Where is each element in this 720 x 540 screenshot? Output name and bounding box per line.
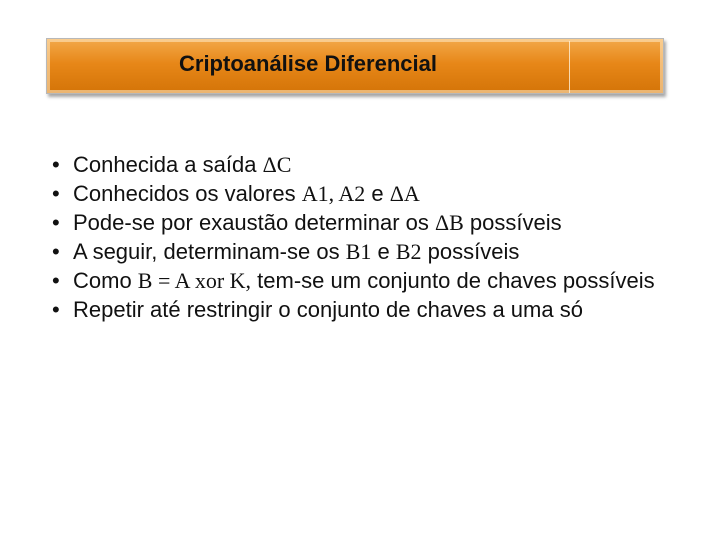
title-divider [569, 41, 570, 93]
bullet-text: Pode-se por exaustão determinar os [73, 210, 435, 235]
bullet-item [50, 150, 665, 179]
bullet-text: e [371, 239, 396, 264]
slide-title: Criptoanálise Diferencial [179, 51, 437, 76]
bullet-item [50, 237, 665, 266]
bullet-text: A seguir, determinam-se os [73, 239, 346, 264]
bullet-text: possíveis [421, 239, 520, 264]
bullet-list [50, 150, 665, 324]
bullet-text: e [365, 181, 390, 206]
bullet-text: Conhecidos os valores [73, 181, 302, 206]
bullet-item [50, 179, 665, 208]
title-bar [46, 38, 664, 94]
math-b-equals-a-xor-k: B = A xor K, [137, 268, 252, 293]
bullet-dot: • [52, 239, 60, 264]
bullet-text: Repetir até restringir o conjunto de chaves a uma só [73, 297, 583, 322]
bullet-item [50, 208, 665, 237]
math-b2: B2 [395, 239, 422, 264]
math-delta-b: ΔB [434, 210, 464, 235]
bullet-item [50, 266, 665, 295]
bullet-text: tem-se um conjunto de chaves possíveis [251, 268, 655, 293]
bullet-text: Conhecida a saída [73, 152, 263, 177]
math-delta-a: ΔA [389, 181, 420, 206]
bullet-dot: • [52, 210, 60, 235]
bullet-dot: • [52, 297, 60, 322]
math-b1: B1 [345, 239, 372, 264]
bullet-dot: • [52, 268, 60, 293]
bullet-text: possíveis [463, 210, 562, 235]
math-a1-a2: A1, A2 [301, 181, 366, 206]
bullet-text: Como [73, 268, 138, 293]
bullet-item [50, 295, 665, 324]
math-delta-c: ΔC [262, 152, 292, 177]
bullet-dot: • [52, 152, 60, 177]
bullet-dot: • [52, 181, 60, 206]
